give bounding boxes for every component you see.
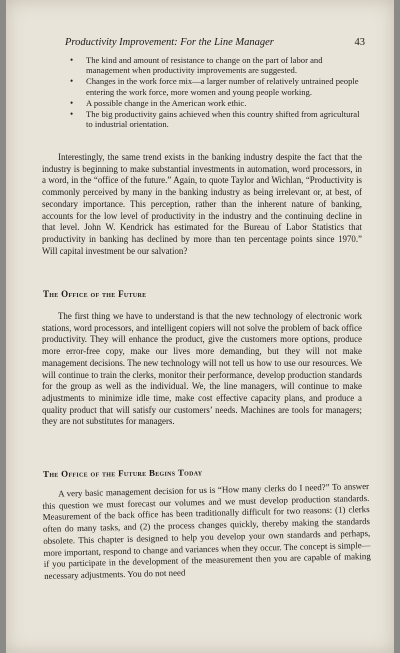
- bullet-icon: •: [70, 97, 74, 108]
- bullet-item: [68, 55, 368, 76]
- page-number: 43: [354, 37, 365, 48]
- body-paragraph-banking: Interestingly, the same trend exists in the banking industry despite the fact that the industry is beginning to make substantial investments in automation, word processors, in a word, in the “office of the future.” Again, to quote Taylor and Wichlan, “Productivity is commonly perceived by many in the banking industry as being irrelevant or, at best, of secondary importance. This perception, rather than the inherent nature of banking, accounts for the low level of productivity in the industry and the continuing decline in that level. John W. Kendrick has estimated for the Bureau of Labor Statistics that productivity in banking has declined by more than ten percentage points since 1970.” Will capital investment be our salvation?: [42, 152, 362, 256]
- bullet-text: Changes in the work force mix—a larger number of relatively untrained people entering the work force, more women and young people working.: [86, 76, 359, 97]
- bullet-text: The kind and amount of resistance to change on the part of labor and management when productivity improvements are suggested.: [86, 55, 323, 76]
- body-paragraph-clerks: A very basic management decision for us is “How many clerks do I need?” To answer this question we must forecast our volumes and we must develop production standards. Measurement of the back office has been traditionally difficult for two reasons: (1) clerks often do many tasks, and (2) the process changes quickly, thereby making the standards obsolete. This chapter is designed to help you develop your own standards and perhaps, more important, respond to change and variances when they occur. The concept is simple—if you participate in the development of the measurement then you are capable of making necessary adjustments. You do not need: [42, 481, 371, 581]
- bullet-icon: •: [70, 55, 74, 65]
- running-header: [65, 37, 365, 48]
- book-page: [6, 0, 394, 653]
- bullet-icon: •: [70, 108, 74, 119]
- bullet-text: A possible change in the American work ethic.: [86, 97, 247, 108]
- section-heading-office-of-future: The Office of the Future: [43, 289, 147, 299]
- bullet-icon: •: [70, 76, 74, 87]
- bullet-item: [68, 76, 368, 97]
- bullet-text: The big productivity gains achieved when this country shifted from agricultural to industrial orientation.: [86, 108, 360, 129]
- bullet-item: [68, 98, 368, 108]
- bullet-list: [68, 55, 368, 130]
- running-header-title: Productivity Improvement: For the Line Manager: [65, 37, 274, 48]
- section-heading-begins-today: The Office of the Future Begins Today: [42, 467, 203, 479]
- body-paragraph-technology: The first thing we have to understand is that the new technology of electronic work stations, word processors, and intelligent copiers will not solve the problem of back office productivity. They will enhance the product, give the customers more options, produce more error-free copy, make our lives more demanding, but they will not make management decisions. The new technology will not tell us how to use our resources. We will continue to train the clerks, monitor their performance, develop production standards for the group as well as the individual. We, the line managers, will continue to make adjustments to minimize idle time, make cost effective capacity plans, and produce a quality product that will satisfy our customers’ needs. Machines are tools for managers; they are not substitutes for managers.: [42, 311, 362, 427]
- bullet-item: [68, 109, 368, 130]
